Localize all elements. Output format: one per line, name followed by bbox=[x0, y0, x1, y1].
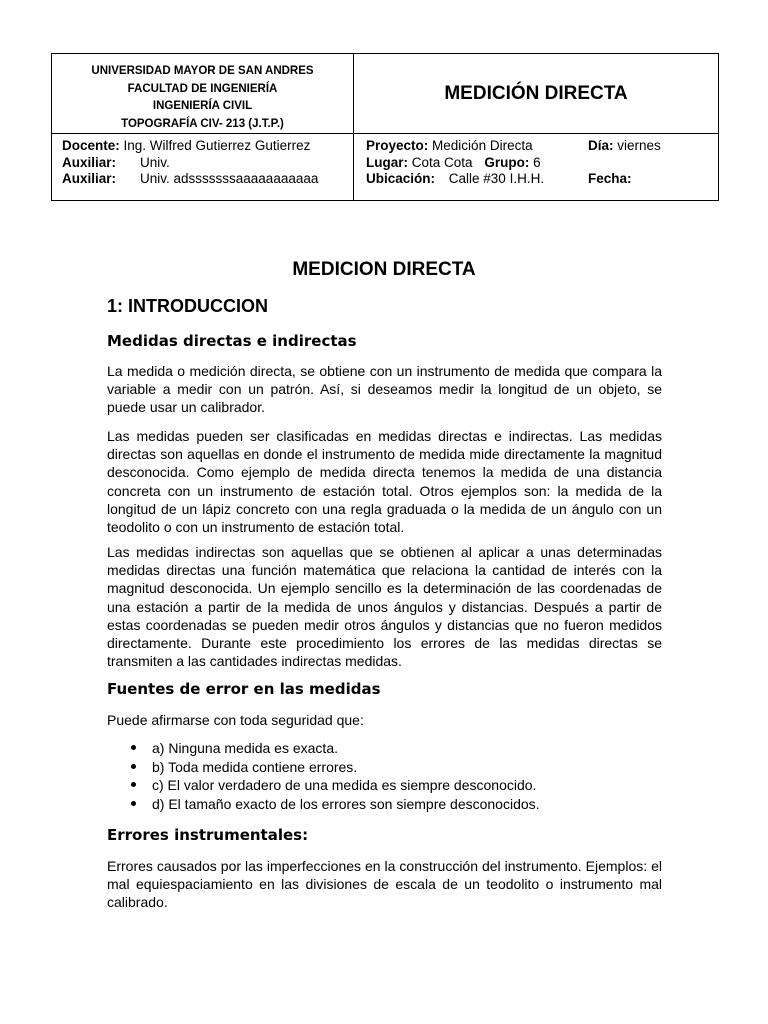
docente-value: Ing. Wilfred Gutierrez Gutierrez bbox=[123, 138, 311, 153]
fecha-label: Fecha: bbox=[588, 171, 632, 186]
dia-label: Día: bbox=[588, 138, 614, 153]
paragraph-3: Las medidas indirectas son aquellas que se obtienen al aplicar a unas determinadas medidas directas una función matemática que relaciona la cantidad de interés con la magnitud desconocida. Un ejemplo sencillo es la determinación de las coordenadas de una estación a partir de la medida de unos ángulos y distancias. Después a partir de estas coordenadas se pueden medir otros ángulos y distancias que no fueron medidos directamente. Durante este procedimiento los errores de las medidas directas se transmiten a las cantidades indirectas medidas. bbox=[107, 544, 662, 670]
auxiliar-row-1 bbox=[62, 155, 353, 172]
career-name: INGENIERÍA CIVIL bbox=[152, 100, 253, 112]
auxiliar-row-2 bbox=[62, 171, 353, 188]
list-item: a) Ninguna medida es exacta. bbox=[107, 739, 540, 758]
dia-field bbox=[588, 138, 661, 155]
subheading-errores-instrumentales: Errores instrumentales: bbox=[107, 826, 309, 844]
paragraph-5: Errores causados por las imperfecciones en la construcción del instrumento. Ejemplos: el mal equiespaciamiento en las divisiones de escala de un teodolito o instrumento mal calibrado. bbox=[107, 858, 662, 911]
document-header-table bbox=[51, 53, 719, 201]
subheading-fuentes-error: Fuentes de error en las medidas bbox=[107, 680, 381, 698]
grupo-label: Grupo: bbox=[484, 154, 530, 170]
proyecto-value: Medición Directa bbox=[432, 138, 533, 153]
auxiliar-value-2: Univ. adsssssssaaaaaaaaaaa bbox=[140, 171, 319, 186]
paragraph-2: Las medidas pueden ser clasificadas en medidas directas e indirectas. Las medidas directas son aquellas en donde el instrumento de medida mide directamente la magnitud desconocida. Como ejemplo de medida directa tenemos la medida de una distancia concreta con un instrumento de estación total. Otros ejemplos son: la medida de la longitud de un lápiz concreto con una regla graduada o la medida de un ángulo con un teodolito o con un instrumento de estación total. bbox=[107, 428, 662, 536]
faculty-name: FACULTAD DE INGENIERÍA bbox=[127, 82, 278, 95]
docente-row bbox=[62, 138, 353, 155]
staff-block bbox=[52, 134, 354, 200]
paragraph-4: Puede afirmarse con toda seguridad que: bbox=[107, 712, 364, 728]
header-title: MEDICIÓN DIRECTA bbox=[354, 54, 718, 134]
ubicacion-label: Ubicación: bbox=[366, 171, 436, 186]
list-item: c) El valor verdadero de una medida es siempre desconocido. bbox=[107, 776, 540, 795]
university-block bbox=[52, 54, 354, 134]
university-name: UNIVERSIDAD MAYOR DE SAN ANDRES bbox=[91, 65, 314, 77]
proyecto-label: Proyecto: bbox=[366, 138, 429, 153]
lugar-value: Cota Cota bbox=[411, 154, 473, 170]
list-item: b) Toda medida contiene errores. bbox=[107, 758, 540, 777]
proyecto-row bbox=[366, 138, 718, 155]
project-block bbox=[354, 134, 718, 200]
docente-label: Docente: bbox=[62, 138, 120, 153]
section-heading-introduccion: 1: INTRODUCCION bbox=[107, 296, 268, 316]
document-title: MEDICION DIRECTA bbox=[292, 259, 476, 280]
lugar-label: Lugar: bbox=[366, 154, 408, 170]
error-bullet-list bbox=[107, 739, 540, 813]
course-name: TOPOGRAFÍA CIV- 213 (J.T.P.) bbox=[121, 117, 284, 130]
paragraph-1: La medida o medición directa, se obtiene con un instrumento de medida que compara la variable a medir con un patrón. Así, si deseamos medir la longitud de un objeto, se puede usar un calibrador. bbox=[107, 363, 662, 416]
subheading-medidas: Medidas directas e indirectas bbox=[107, 332, 357, 350]
ubicacion-row bbox=[366, 171, 718, 188]
ubicacion-value: Calle #30 I.H.H. bbox=[448, 171, 545, 186]
auxiliar-value-1: Univ. bbox=[140, 154, 170, 170]
list-item: d) El tamaño exacto de los errores son siempre desconocidos. bbox=[107, 795, 540, 814]
auxiliar-label-2: Auxiliar: bbox=[62, 171, 117, 186]
dia-value: viernes bbox=[617, 138, 661, 153]
grupo-value: 6 bbox=[533, 154, 541, 170]
auxiliar-label-1: Auxiliar: bbox=[62, 154, 117, 170]
lugar-row bbox=[366, 155, 718, 172]
